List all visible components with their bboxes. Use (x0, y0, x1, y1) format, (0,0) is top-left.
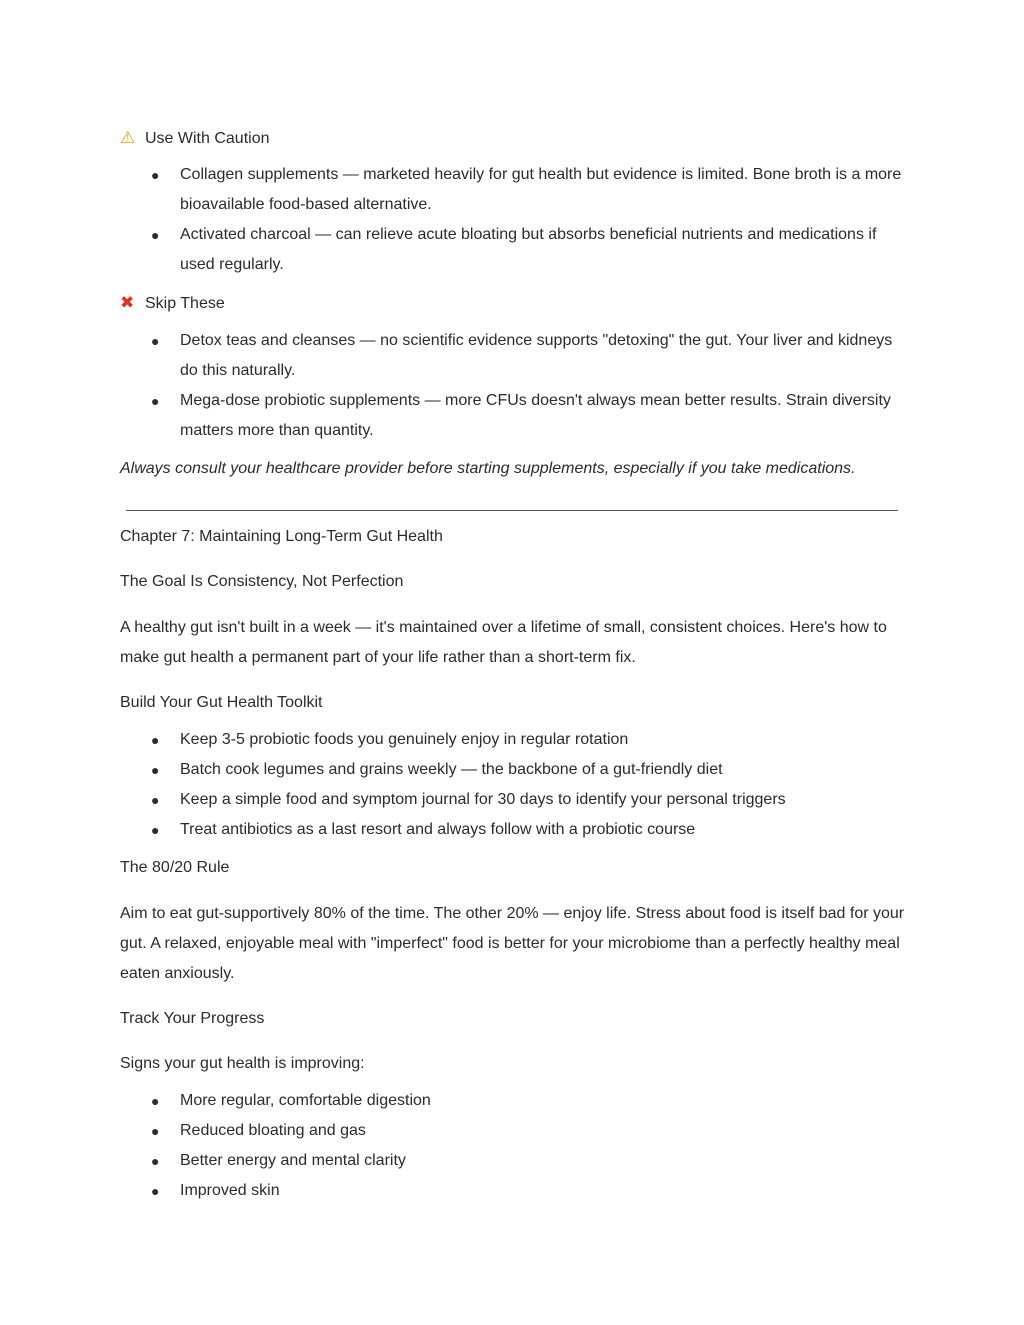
list-item: ● Batch cook legumes and grains weekly — the backbone of a gut-friendly diet (120, 755, 910, 785)
warning-icon: ⚠ (120, 128, 136, 148)
section-paragraph: Signs your gut health is improving: (120, 1055, 365, 1072)
bullet: ● (151, 167, 160, 183)
bullet: ● (151, 762, 160, 778)
list-item: ● Activated charcoal — can relieve acute bloating but absorbs beneficial nutrients and medications if used regularly. (120, 220, 910, 280)
list-item: ● Better energy and mental clarity (120, 1146, 910, 1176)
list-item: ● Treat antibiotics as a last resort and always follow with a probiotic course (120, 815, 910, 845)
section-heading: The 80/20 Rule (120, 859, 230, 876)
bullet: ● (151, 227, 160, 243)
toolkit-list (120, 725, 910, 845)
list-item: ● Mega-dose probiotic supplements — more CFUs doesn't always mean better results. Strain diversity matters more than quantity. (120, 386, 910, 446)
skip-list (120, 326, 910, 446)
section-heading: The Goal Is Consistency, Not Perfection (120, 573, 404, 590)
section-heading: Track Your Progress (120, 1010, 265, 1027)
caution-list (120, 160, 910, 280)
bullet: ● (151, 333, 160, 349)
list-item: ● Detox teas and cleanses — no scientific evidence supports "detoxing" the gut. Your liver and kidneys do this naturally. (120, 326, 910, 386)
bullet: ● (151, 822, 160, 838)
disclaimer-text: Always consult your healthcare provider before starting supplements, especially if you take medications. (120, 460, 856, 477)
list-item: ● Collagen supplements — marketed heavily for gut health but evidence is limited. Bone broth is a more bioavailable food-based alternative. (120, 160, 910, 220)
bullet: ● (151, 1153, 160, 1169)
list-item: ● Reduced bloating and gas (120, 1116, 910, 1146)
horizontal-rule (126, 510, 898, 511)
list-item: ● Keep a simple food and symptom journal for 30 days to identify your personal triggers (120, 785, 910, 815)
cross-mark-icon: ✖ (120, 293, 135, 313)
progress-list (120, 1086, 910, 1206)
section-paragraph: Aim to eat gut-supportively 80% of the time. The other 20% — enjoy life. Stress about food is itself bad for your gut. A relaxed, enjoyable meal with "imperfect" food is better for your microbiome than a perfectly healthy meal eaten anxiously. (120, 905, 905, 982)
list-item: ● More regular, comfortable digestion (120, 1086, 910, 1116)
skip-heading (120, 293, 225, 314)
bullet: ● (151, 732, 160, 748)
bullet: ● (151, 1123, 160, 1139)
list-item: ● Improved skin (120, 1176, 910, 1206)
caution-heading (120, 128, 270, 149)
skip-title: Skip These (145, 295, 225, 312)
section-paragraph: A healthy gut isn't built in a week — it's maintained over a lifetime of small, consistent choices. Here's how to make gut health a permanent part of your life rather than a short-term fix. (120, 619, 887, 666)
list-item: ● Keep 3-5 probiotic foods you genuinely enjoy in regular rotation (120, 725, 910, 755)
caution-title: Use With Caution (145, 130, 270, 147)
bullet: ● (151, 393, 160, 409)
section-heading: Build Your Gut Health Toolkit (120, 694, 323, 711)
bullet: ● (151, 1093, 160, 1109)
bullet: ● (151, 792, 160, 808)
chapter-title: Chapter 7: Maintaining Long-Term Gut Health (120, 528, 443, 545)
bullet: ● (151, 1183, 160, 1199)
